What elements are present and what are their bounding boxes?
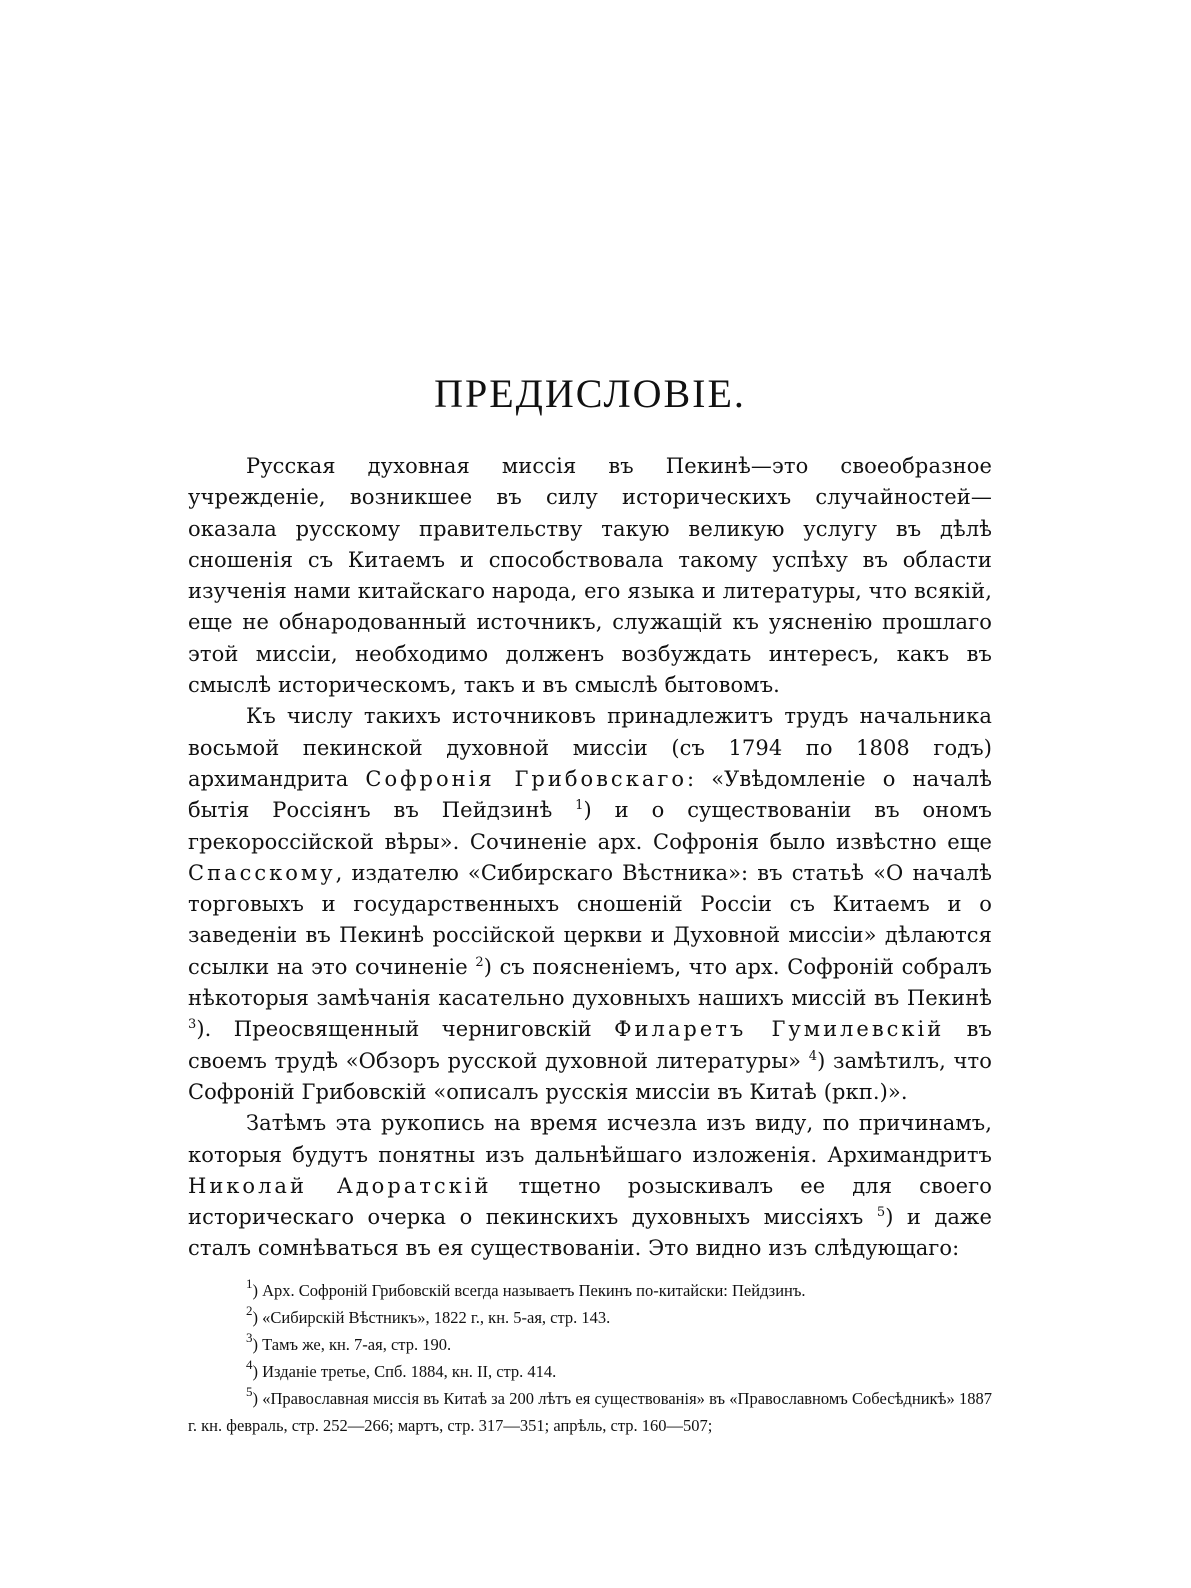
footnote-ref: 1	[575, 798, 584, 814]
footnote	[188, 1277, 992, 1304]
footnote-ref: 5	[876, 1205, 886, 1221]
footnote	[188, 1358, 992, 1385]
footnotes	[188, 1277, 992, 1439]
paragraph-2-text: ). Преосвященный черниговскій	[196, 1017, 615, 1042]
paragraph-1: Русская духовная миссія въ Пекинѣ—это своеобразное учрежденіе, возникшее въ силу историческихъ случайностей—оказала русскому правительству такую великую услугу въ дѣлѣ сношенія съ Китаемъ и способствовала такому успѣху въ области изученія нами китайскаго народа, его языка и литературы, что всякій, еще не обнародованный источникъ, служащій къ уясненію прошлаго этой миссіи, необходимо долженъ возбуждать интересъ, какъ въ смыслѣ историческомъ, такъ и въ смыслѣ бытовомъ.	[188, 454, 992, 698]
paragraph-2-text: въ своемъ трудѣ «Обзоръ русской духовной литературы»	[188, 1017, 992, 1073]
page	[188, 370, 992, 1439]
footnote-text: ) «Православная миссія въ Китаѣ за 200 лѣтъ ея существованія» въ «Православномъ Собесѣдникѣ» 1887 г. кн. февраль, стр. 252—266; мартъ, стр. 317—351; апрѣль, стр. 160—507;	[188, 1388, 992, 1435]
footnote	[188, 1331, 992, 1358]
footnote-number: 3	[246, 1329, 253, 1345]
footnote-ref: 3	[188, 1017, 197, 1033]
footnote	[188, 1385, 992, 1439]
page-title: ПРЕДИСЛОВІЕ.	[434, 371, 746, 416]
footnote-ref: 4	[808, 1048, 818, 1064]
person-name: Николай Адоратскій	[188, 1173, 492, 1198]
footnote	[188, 1304, 992, 1331]
footnote-number: 2	[246, 1302, 253, 1318]
paragraph-2-text: ) и о существованіи въ ономъ грекороссійской вѣры». Сочиненіе арх. Софронія было извѣстно еще	[188, 798, 992, 854]
paragraph-3-text: тщетно розыскивалъ ее для своего историческаго очерка о пекинскихъ духовныхъ миссіяхъ	[188, 1173, 992, 1230]
person-name: Филаретъ Гумилевскій	[614, 1017, 945, 1042]
footnote-text: ) Арх. Софроній Грибовскій всегда называетъ Пекинъ по-китайски: Пейдзинъ.	[252, 1280, 806, 1300]
paragraph-2-text: , издателю «Сибирскаго Вѣстника»: въ статьѣ «О началѣ торговыхъ и государственныхъ сношеній Россіи съ Китаемъ и о заведеніи въ Пекинѣ россійской церкви и Духовной миссіи» дѣлаются ссылки на это сочиненіе	[188, 860, 992, 979]
paragraph-3	[188, 1108, 992, 1264]
body-text	[188, 451, 992, 1265]
footnote-text: ) «Сибирскій Вѣстникъ», 1822 г., кн. 5-ая, стр. 143.	[252, 1307, 611, 1327]
paragraph-2	[188, 701, 992, 1108]
paragraph-2-text: Къ числу такихъ источниковъ принадлежитъ трудъ начальника восьмой пекинской духовной миссіи (съ 1794 по 1808 годъ) архимандрита	[188, 704, 992, 791]
paragraph-2-text: ) съ поясненіемъ, что арх. Софроній собралъ нѣкоторыя замѣчанія касательно духовныхъ нашихъ миссій въ Пекинѣ	[188, 954, 992, 1011]
footnote-ref: 2	[475, 954, 484, 970]
person-name: Спасскому	[188, 860, 336, 885]
paragraph-2-text: ) замѣтилъ, что Софроній Грибовскій «описалъ русскія миссіи въ Китаѣ (ркп.)».	[188, 1048, 992, 1104]
footnote-text: ) Изданіе третье, Спб. 1884, кн. II, стр. 414.	[252, 1361, 557, 1381]
footnote-number: 4	[246, 1356, 253, 1372]
paragraph-2-text: : «Увѣдомленіе о началѣ бытія Россіянъ въ Пейдзинѣ	[188, 766, 993, 823]
paragraph-3-text: Затѣмъ эта рукопись на время исчезла изъ виду, по причинамъ, которыя будутъ понятны изъ дальнѣйшаго изложенія. Архимандритъ	[188, 1111, 992, 1167]
person-name: Софронія Грибовскаго	[365, 766, 687, 791]
footnote-number: 1	[246, 1275, 253, 1291]
footnote-number: 5	[246, 1383, 253, 1399]
footnote-text: ) Тамъ же, кн. 7-ая, стр. 190.	[252, 1334, 452, 1354]
paragraph-3-text: ) и даже сталъ сомнѣваться въ ея существованіи. Это видно изъ слѣдующаго:	[188, 1205, 992, 1261]
